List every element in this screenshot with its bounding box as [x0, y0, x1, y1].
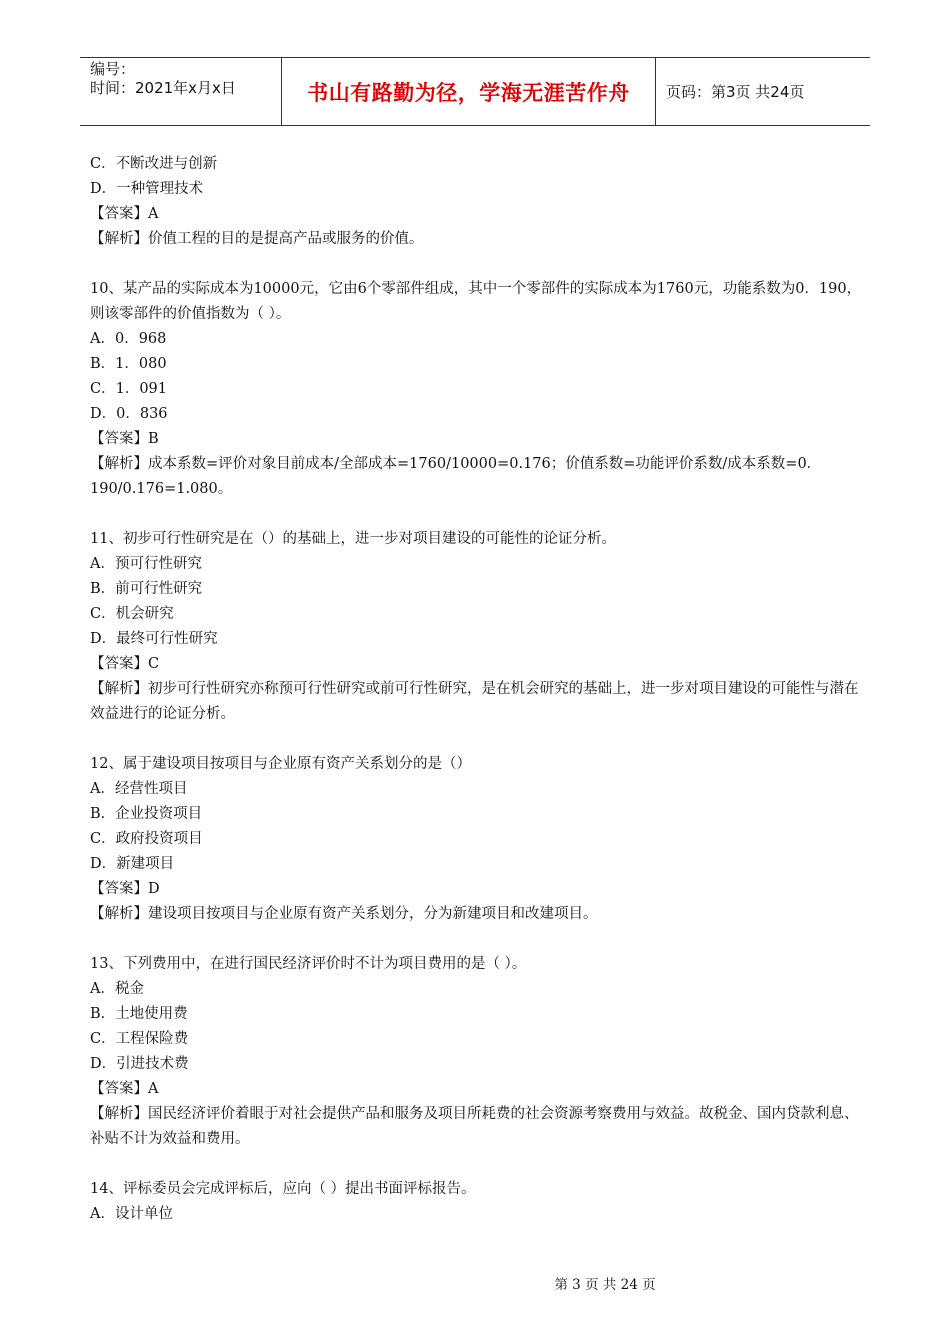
answer: 【答案】D	[90, 881, 160, 897]
option-a: A．经营性项目	[90, 781, 188, 797]
option-b: B．前可行性研究	[90, 581, 203, 597]
analysis: 【解析】国民经济评价着眼于对社会提供产品和服务及项目所耗费的社会资源考察费用与效益。故税金、国内贷款利息、补贴不计为效益和费用。	[90, 1106, 859, 1147]
header-motto: 书山有路勤为径，学海无涯苦作舟	[282, 58, 656, 125]
header-page-info: 页码：第3页 共24页	[666, 83, 805, 101]
option-a: A．设计单位	[90, 1206, 173, 1222]
page-header	[80, 57, 870, 126]
option-a: A．预可行性研究	[90, 556, 202, 572]
question-12	[90, 752, 865, 927]
answer: 【答案】A	[90, 206, 159, 222]
option-a: A．税金	[90, 981, 144, 997]
option-b: B．土地使用费	[90, 1006, 188, 1022]
option-a: A．0．968	[90, 331, 167, 347]
option-c: C．1．091	[90, 381, 167, 397]
option-d: D．新建项目	[90, 856, 175, 872]
question-11	[90, 527, 865, 727]
answer: 【答案】C	[90, 656, 160, 672]
option-d: D．引进技术费	[90, 1056, 189, 1072]
time-label: 时间：2021年x月x日	[90, 79, 236, 97]
footer-page-number: 第 3 页 共 24 页	[554, 1277, 656, 1293]
question-13	[90, 952, 865, 1152]
analysis: 【解析】成本系数=评价对象目前成本/全部成本=1760/10000=0.176；价值系数=功能评价系数/成本系数=0．190/0.176=1.080。	[90, 456, 822, 497]
question-stem: 10、某产品的实际成本为10000元，它由6个零部件组成，其中一个零部件的实际成本为1760元，功能系数为0．190，则该零部件的价值指数为（ ）。	[90, 281, 862, 322]
option-c: C．政府投资项目	[90, 831, 203, 847]
option-c: C．机会研究	[90, 606, 174, 622]
page-footer	[0, 1273, 950, 1293]
option-c: C．工程保险费	[90, 1031, 189, 1047]
document-body	[90, 152, 865, 1227]
analysis: 【解析】建设项目按项目与企业原有资产关系划分，分为新建项目和改建项目。	[90, 906, 598, 922]
answer: 【答案】B	[90, 431, 159, 447]
serial-label: 编号：	[90, 60, 136, 78]
question-stem: 13、下列费用中，在进行国民经济评价时不计为项目费用的是（ ）。	[90, 956, 527, 972]
question-9-tail	[90, 152, 865, 252]
answer: 【答案】A	[90, 1081, 159, 1097]
question-stem: 11、初步可行性研究是在（）的基础上，进一步对项目建设的可能性的论证分析。	[90, 531, 616, 547]
analysis: 【解析】价值工程的目的是提高产品或服务的价值。	[90, 231, 424, 247]
question-stem: 12、属于建设项目按项目与企业原有资产关系划分的是（）	[90, 756, 471, 772]
header-meta	[80, 58, 282, 125]
option-b: B．企业投资项目	[90, 806, 203, 822]
option-d: D．最终可行性研究	[90, 631, 218, 647]
analysis: 【解析】初步可行性研究亦称预可行性研究或前可行性研究，是在机会研究的基础上，进一步对项目建设的可能性与潜在效益进行的论证分析。	[90, 681, 859, 722]
option-b: B．1．080	[90, 356, 167, 372]
question-14	[90, 1177, 865, 1227]
option-d: D．一种管理技术	[90, 181, 204, 197]
question-10	[90, 277, 865, 502]
option-c: C．不断改进与创新	[90, 156, 218, 172]
question-stem: 14、评标委员会完成评标后，应向（ ）提出书面评标报告。	[90, 1181, 476, 1197]
option-d: D．0．836	[90, 406, 168, 422]
